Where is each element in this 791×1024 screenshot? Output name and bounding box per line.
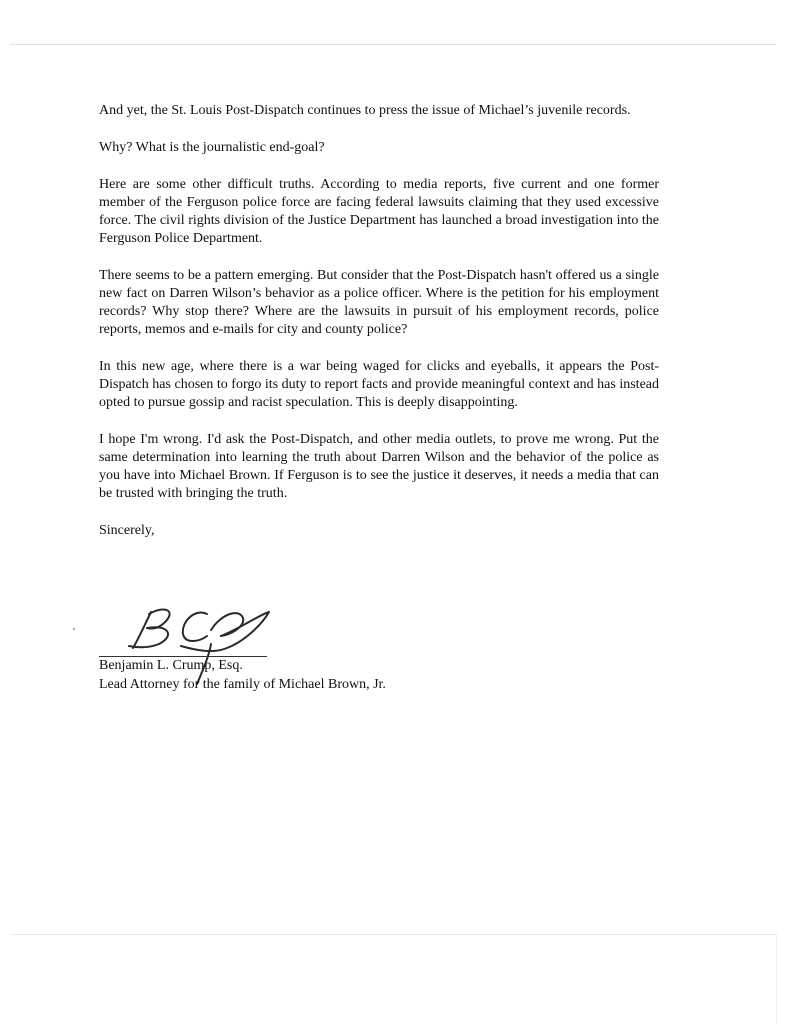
signature-block [99, 600, 519, 710]
closing-salutation: Sincerely, [99, 523, 155, 538]
scan-edge-bottom [10, 934, 776, 935]
scan-speck [73, 628, 75, 630]
paragraph-pattern-emerging: There seems to be a pattern emerging. But consider that the Post-Dispatch hasn't offered us a single new fact on Darren Wilson’s behavior as a police officer. Where is the petition for his employment records? Why stop there? Where are the lawsuits in pursuit of his employment records, police reports, memos and e-mails for city and county police? [99, 268, 659, 337]
paragraph-juvenile-records: And yet, the St. Louis Post-Dispatch continues to press the issue of Michael’s juvenile records. [99, 103, 631, 118]
signer-title: Lead Attorney for the family of Michael Brown, Jr. [99, 677, 386, 692]
paragraph-why: Why? What is the journalistic end-goal? [99, 140, 325, 155]
scan-edge-right [776, 934, 777, 1024]
letter-body [99, 102, 659, 559]
signer-name: Benjamin L. Crump, Esq. [99, 658, 243, 673]
paragraph-difficult-truths: Here are some other difficult truths. According to media reports, five current and one former member of the Ferguson police force are facing federal lawsuits claiming that they used excessive force. The civil rights division of the Justice Department has launched a broad investigation into the Ferguson Police Department. [99, 177, 659, 246]
paragraph-hope-wrong: I hope I'm wrong. I'd ask the Post-Dispatch, and other media outlets, to prove me wrong. Put the same determination into learning the truth about Darren Wilson and the behavior of the police as you have into Michael Brown. If Ferguson is to see the justice it deserves, it needs a media that can be trusted with bringing the truth. [99, 432, 659, 501]
paragraph-new-age: In this new age, where there is a war being waged for clicks and eyeballs, it appears the Post-Dispatch has chosen to forgo its duty to report facts and provide meaningful context and has instead opted to pursue gossip and racist speculation. This is deeply disappointing. [99, 359, 659, 410]
scan-edge-top [10, 44, 776, 45]
